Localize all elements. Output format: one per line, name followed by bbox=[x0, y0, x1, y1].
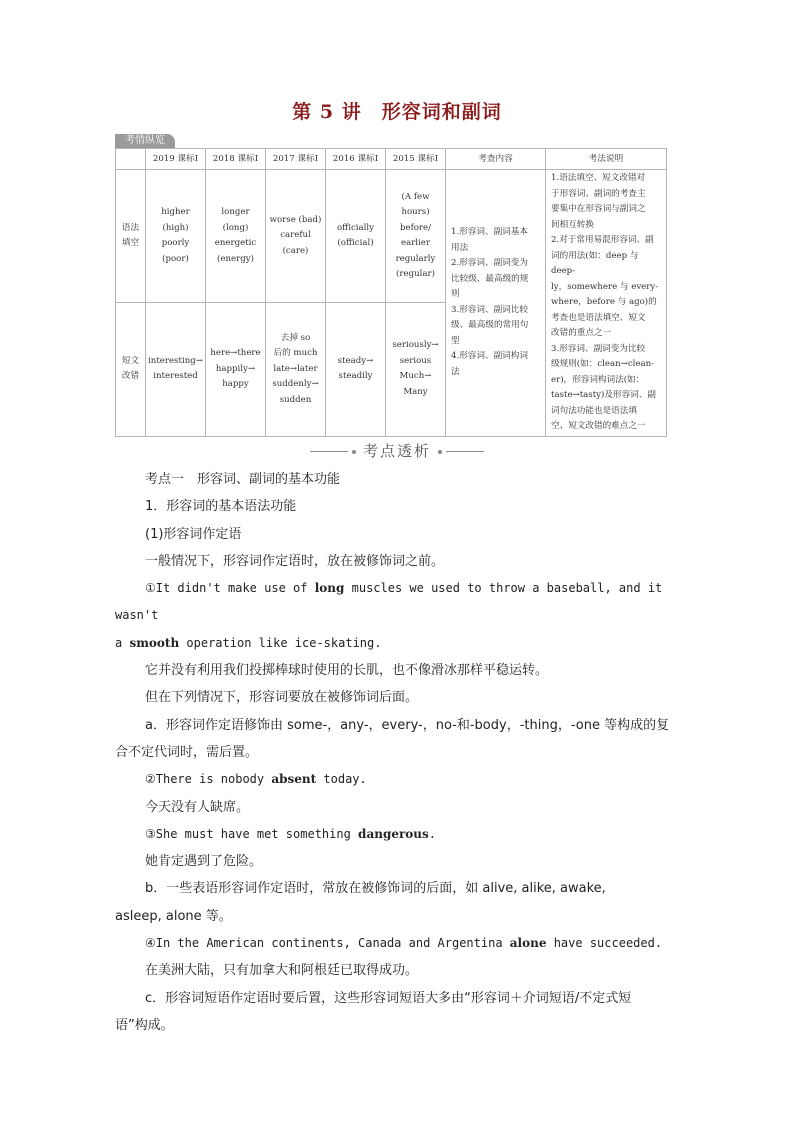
overview-table bbox=[115, 148, 667, 437]
table-cell: officially (official) bbox=[326, 170, 386, 303]
translation: 她肯定遇到了危险。 bbox=[145, 854, 263, 870]
table-cell: steady→ steadily bbox=[326, 303, 386, 436]
table-cell: interesting→ interested bbox=[146, 303, 206, 436]
translation: 它并没有利用我们投掷棒球时使用的长肌，也不像滑冰那样平稳运转。 bbox=[145, 663, 549, 679]
table-header-cell: 考法说明 bbox=[546, 149, 667, 170]
table-header-cell: 考查内容 bbox=[446, 149, 546, 170]
table-header-cell: 2017 课标Ⅰ bbox=[266, 149, 326, 170]
row-label: 短文 改错 bbox=[116, 303, 146, 436]
subheading: (1)形容词作定语 bbox=[145, 526, 242, 542]
example-sentence: ④In the American continents, Canada and Argentina alone have succeeded. bbox=[145, 936, 663, 951]
example-sentence: ②There is nobody absent today. bbox=[145, 772, 367, 787]
table-cell: longer (long) energetic (energy) bbox=[206, 170, 266, 303]
paragraph: b．一些表语形容词作定语时，常放在被修饰词的后面，如 alive, alike, awake, bbox=[145, 881, 606, 897]
table-header-cell: 2019 课标Ⅰ bbox=[146, 149, 206, 170]
exam-notes-cell: 1.语法填空、短文改错对 于形容词、副词的考查主 要集中在形容词与副词之 间相互转换 2.对于常用易混形容词、副 词的用法(如：deep 与 deep- ly，somewhere 与 every- where，before 与 ago)的 考查也是语法填空、短文 改错的重点之一 3.形容词、副词变为比较 级规则(如：clean→clean- er)，形容词构词法(如： taste→tasty)及形容词、副 词句法功能也是语法填 空、短文改错的难点之一 bbox=[546, 170, 667, 437]
table-cell: here→there happily→ happy bbox=[206, 303, 266, 436]
table-row bbox=[116, 170, 667, 303]
translation: 在美洲大陆，只有加拿大和阿根廷已取得成功。 bbox=[145, 963, 419, 979]
table-header-cell: 2018 课标Ⅰ bbox=[206, 149, 266, 170]
table-header-cell: 2016 课标Ⅰ bbox=[326, 149, 386, 170]
row-label: 语法 填空 bbox=[116, 170, 146, 303]
translation: 今天没有人缺席。 bbox=[145, 799, 250, 815]
overview-tag: 考情纵览 bbox=[115, 134, 175, 148]
table-cell: higher (high) poorly (poor) bbox=[146, 170, 206, 303]
table-cell: seriously→ serious Much→ Many bbox=[386, 303, 446, 436]
divider-right bbox=[446, 451, 484, 452]
example-sentence: ①It didn't make use of long muscles we used to throw a baseball, and it wasn't bbox=[115, 581, 663, 623]
table-cell: (A few hours) before/ earlier regularly (regular) bbox=[386, 170, 446, 303]
table-header-cell: 2015 课标Ⅰ bbox=[386, 149, 446, 170]
paragraph: 一般情况下，形容词作定语时，放在被修饰词之前。 bbox=[145, 553, 445, 569]
section-heading bbox=[0, 440, 794, 461]
lesson-body bbox=[115, 466, 680, 1039]
divider-dot bbox=[438, 450, 442, 454]
exam-content-cell: 1.形容词、副词基本 用法 2.形容词、副词变为 比较级、最高级的规 则 3.形容词、副词比较 级、最高级的常用句 型 4.形容词、副词构词 法 bbox=[446, 170, 546, 437]
table-header-cell bbox=[116, 149, 146, 170]
section-heading-text: 考点透析 bbox=[362, 442, 431, 460]
subheading: 1．形容词的基本语法功能 bbox=[145, 499, 297, 515]
paragraph: 语”构成。 bbox=[115, 1017, 174, 1033]
page-title: 第 5 讲 形容词和副词 bbox=[292, 101, 502, 123]
topic-heading: 考点一 形容词、副词的基本功能 bbox=[145, 472, 341, 487]
paragraph: a．形容词作定语修饰由 some-，any-，every-，no-和-body，-thing，-one 等构成的复 bbox=[145, 717, 670, 733]
table-cell: worse (bad) careful (care) bbox=[266, 170, 326, 303]
paragraph: 合不定代词时，需后置。 bbox=[115, 744, 259, 760]
paragraph: asleep, alone 等。 bbox=[115, 908, 232, 924]
paragraph: 但在下列情况下，形容词要放在被修饰词后面。 bbox=[145, 690, 419, 706]
divider-left bbox=[310, 451, 348, 452]
paragraph: c．形容词短语作定语时要后置，这些形容词短语大多由“形容词＋介词短语/不定式短 bbox=[145, 990, 632, 1006]
table-cell: 去掉 so 后的 much late→later suddenly→ sudden bbox=[266, 303, 326, 436]
example-sentence: ③She must have met something dangerous. bbox=[145, 826, 437, 841]
divider-dot bbox=[352, 450, 356, 454]
table-header-row bbox=[116, 149, 667, 170]
example-sentence: a smooth operation like ice-skating. bbox=[115, 635, 382, 650]
